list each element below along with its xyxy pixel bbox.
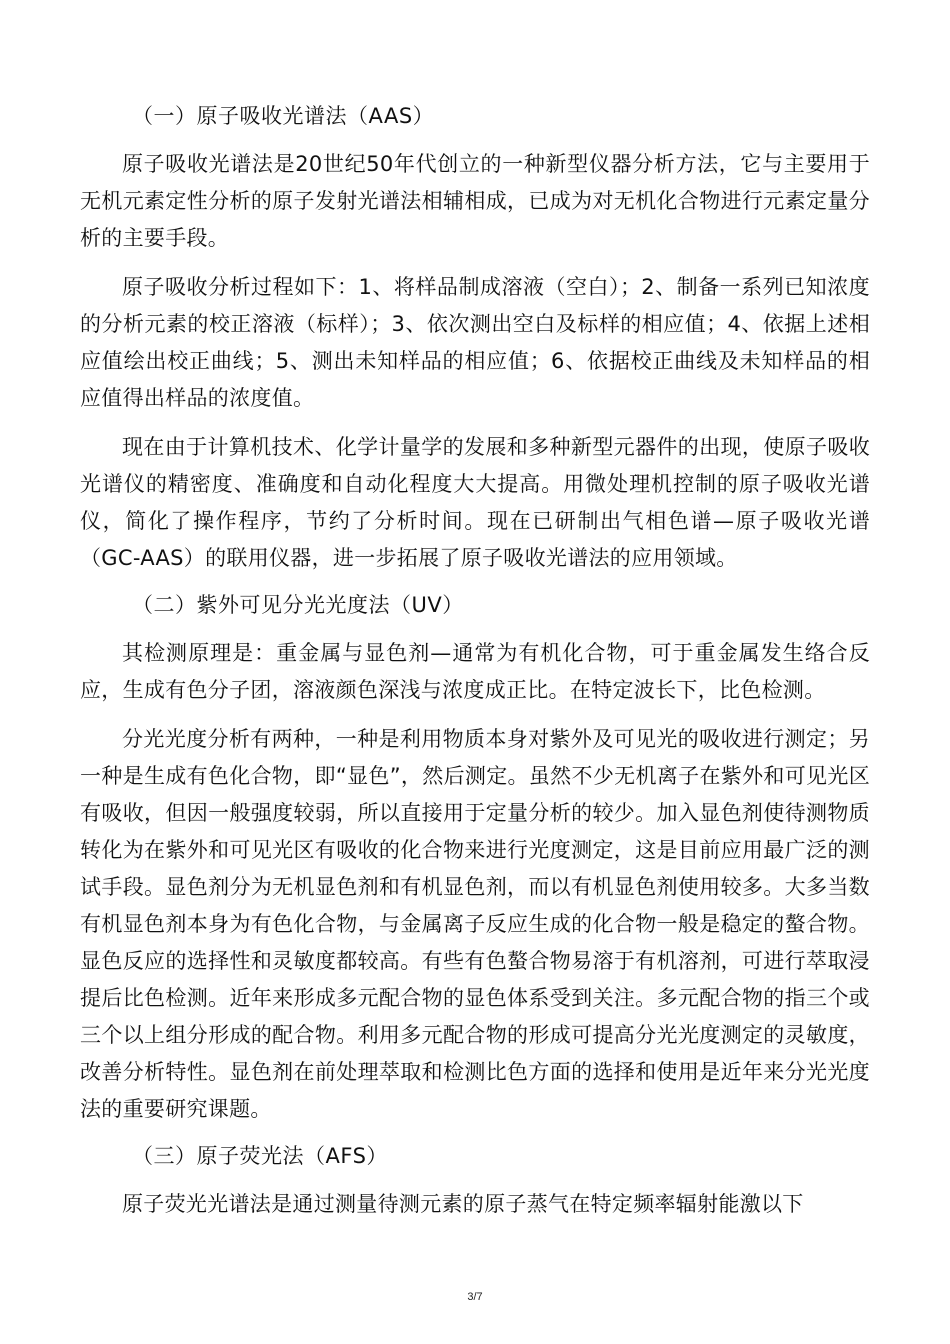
paragraph: 其检测原理是：重金属与显色剂—通常为有机化合物，可于重金属发生络合反应，生成有色分子团，溶液颜色深浅与浓度成正比。在特定波长下，比色检测。 bbox=[80, 641, 870, 702]
document-body bbox=[80, 100, 870, 1235]
section-heading-afs: （三）原子荧光法（AFS） bbox=[132, 1144, 388, 1168]
page-number: 3/7 bbox=[467, 1291, 483, 1303]
paragraph: 现在由于计算机技术、化学计量学的发展和多种新型元器件的出现，使原子吸收光谱仪的精密度、准确度和自动化程度大大提高。用微处理机控制的原子吸收光谱仪，简化了操作程序，节约了分析时间。现在已研制出气相色谱—原子吸收光谱（GC-AAS）的联用仪器，进一步拓展了原子吸收光谱法的应用领域。 bbox=[80, 435, 870, 570]
paragraph: 原子吸收光谱法是20世纪50年代创立的一种新型仪器分析方法，它与主要用于无机元素定性分析的原子发射光谱法相辅相成，已成为对无机化合物进行元素定量分析的主要手段。 bbox=[80, 152, 870, 250]
paragraph: 原子吸收分析过程如下：1、将样品制成溶液（空白）；2、制备一系列已知浓度的分析元素的校正溶液（标样）；3、依次测出空白及标样的相应值；4、依据上述相应值绘出校正曲线；5、测出未知样品的相应值；6、依据校正曲线及未知样品的相应值得出样品的浓度值。 bbox=[80, 275, 870, 410]
section-heading-aas: （一）原子吸收光谱法（AAS） bbox=[132, 104, 435, 128]
paragraph: 分光光度分析有两种，一种是利用物质本身对紫外及可见光的吸收进行测定；另一种是生成有色化合物，即“显色”，然后测定。虽然不少无机离子在紫外和可见光区有吸收，但因一般强度较弱，所以直接用于定量分析的较少。加入显色剂使待测物质转化为在紫外和可见光区有吸收的化合物来进行光度测定，这是目前应用最广泛的测试手段。显色剂分为无机显色剂和有机显色剂，而以有机显色剂使用较多。大多当数有机显色剂本身为有色化合物，与金属离子反应生成的化合物一般是稳定的螯合物。显色反应的选择性和灵敏度都较高。有些有色螯合物易溶于有机溶剂，可进行萃取浸提后比色检测。近年来形成多元配合物的显色体系受到关注。多元配合物的指三个或三个以上组分形成的配合物。利用多元配合物的形成可提高分光光度测定的灵敏度，改善分析特性。显色剂在前处理萃取和检测比色方面的选择和使用是近年来分光光度法的重要研究课题。 bbox=[80, 727, 870, 1121]
paragraph: 原子荧光光谱法是通过测量待测元素的原子蒸气在特定频率辐射能激以下 bbox=[122, 1192, 804, 1216]
section-heading-uv: （二）紫外可见分光光度法（UV） bbox=[132, 593, 464, 617]
